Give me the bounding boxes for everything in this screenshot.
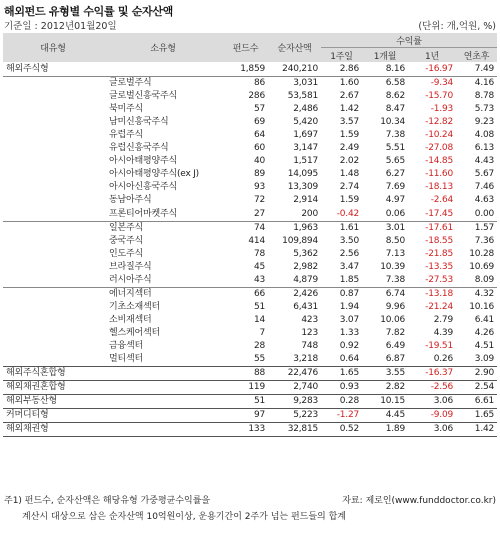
cell-minor-type: 아시아태평양주식 bbox=[109, 156, 177, 167]
unit-label: (단위: 개,억원, %) bbox=[418, 21, 496, 32]
cell-return-1y: -15.70 bbox=[425, 91, 453, 102]
fund-returns-table bbox=[3, 33, 497, 437]
cell-minor-type: 소비재섹터 bbox=[109, 314, 152, 325]
cell-return-1y: -17.61 bbox=[408, 221, 456, 235]
cell-return-1y: -27.53 bbox=[425, 274, 453, 285]
cell-minor-type: 프론티어마켓주식 bbox=[109, 208, 177, 219]
cell-minor-type bbox=[103, 381, 223, 395]
cell-return-1y: -9.09 bbox=[408, 409, 456, 423]
table-row bbox=[3, 353, 497, 367]
header-ytd: 연초후 bbox=[456, 48, 497, 63]
cell-return-1y: -18.55 bbox=[425, 235, 453, 246]
cell-return-ytd: 1.57 bbox=[456, 221, 497, 235]
cell-fund-count: 27 bbox=[253, 208, 265, 219]
table-row bbox=[3, 63, 497, 77]
table-row bbox=[3, 77, 497, 91]
cell-net-assets: 53,581 bbox=[287, 91, 318, 102]
cell-net-assets: 423 bbox=[301, 314, 318, 325]
cell-return-1y: 2.79 bbox=[433, 314, 453, 325]
cell-return-1y: -21.24 bbox=[425, 301, 453, 312]
header-fund-count: 펀드수 bbox=[223, 33, 268, 63]
cell-return-1m: 3.01 bbox=[362, 221, 408, 235]
cell-return-ytd: 10.28 bbox=[469, 248, 495, 259]
cell-minor-type: 러시아주식 bbox=[109, 274, 152, 285]
cell-major-type bbox=[3, 261, 103, 274]
cell-return-ytd: 4.51 bbox=[474, 341, 495, 351]
cell-fund-count: 66 bbox=[223, 287, 268, 301]
cell-return-1m: 7.82 bbox=[385, 327, 405, 338]
cell-net-assets: 1,697 bbox=[293, 130, 318, 141]
cell-minor-type bbox=[103, 423, 223, 437]
table-body bbox=[3, 63, 497, 437]
cell-fund-count: 133 bbox=[223, 423, 268, 437]
cell-return-1y: -19.51 bbox=[425, 341, 453, 351]
cell-return-1y: -12.82 bbox=[425, 117, 453, 128]
cell-net-assets: 3,031 bbox=[268, 77, 321, 91]
cell-net-assets: 3,147 bbox=[293, 143, 318, 154]
cell-fund-count: 60 bbox=[253, 143, 265, 154]
header-returns: 수익률 bbox=[321, 33, 497, 48]
cell-minor-type: 동남아주식 bbox=[109, 195, 152, 206]
table-row bbox=[3, 340, 497, 353]
cell-return-ytd: 4.16 bbox=[456, 77, 497, 91]
table-row bbox=[3, 116, 497, 129]
cell-return-ytd: 6.41 bbox=[474, 314, 495, 325]
cell-minor-type: 중국주식 bbox=[109, 235, 143, 246]
table-row bbox=[3, 381, 497, 395]
cell-net-assets: 9,283 bbox=[268, 395, 321, 409]
cell-return-ytd: 1.65 bbox=[456, 409, 497, 423]
cell-return-1m: 3.55 bbox=[362, 367, 408, 381]
cell-return-1m: 8.50 bbox=[385, 235, 405, 246]
cell-return-1w: 2.49 bbox=[339, 143, 359, 154]
table-row bbox=[3, 367, 497, 381]
cell-major-type: 해외부동산형 bbox=[3, 395, 103, 409]
table-row bbox=[3, 90, 497, 103]
cell-net-assets: 123 bbox=[301, 327, 318, 338]
cell-fund-count: 286 bbox=[248, 91, 265, 102]
source-credit: 자료: 제로인(www.funddoctor.co.kr) bbox=[342, 496, 496, 506]
cell-fund-count: 69 bbox=[253, 117, 265, 128]
cell-return-1w: 1.94 bbox=[339, 301, 359, 312]
page-title: 해외펀드 유형별 수익률 및 순자산액 bbox=[4, 5, 174, 18]
cell-minor-type: 헬스케어섹터 bbox=[109, 327, 160, 338]
cell-major-type bbox=[3, 221, 103, 235]
cell-fund-count: 86 bbox=[223, 77, 268, 91]
cell-major-type bbox=[3, 194, 103, 207]
cell-return-1m: 6.49 bbox=[385, 341, 405, 351]
table-row bbox=[3, 155, 497, 168]
cell-return-ytd: 8.09 bbox=[474, 274, 495, 285]
cell-minor-type: 에너지섹터 bbox=[103, 287, 223, 301]
cell-net-assets: 4,879 bbox=[293, 274, 318, 285]
cell-return-ytd: 10.69 bbox=[469, 261, 495, 272]
cell-minor-type bbox=[103, 409, 223, 423]
cell-minor-type: 글로벌신흥국주식 bbox=[109, 91, 177, 102]
cell-minor-type: 유럽주식 bbox=[109, 130, 143, 141]
cell-major-type: 해외주식형 bbox=[6, 64, 49, 75]
cell-net-assets: 5,420 bbox=[293, 117, 318, 128]
cell-return-1y: -21.85 bbox=[425, 248, 453, 259]
table-row bbox=[3, 261, 497, 274]
table-row bbox=[3, 168, 497, 181]
cell-net-assets: 2,486 bbox=[293, 104, 318, 115]
cell-minor-type: 글로벌주식 bbox=[103, 77, 223, 91]
cell-major-type bbox=[3, 129, 103, 142]
cell-return-ytd: 5.73 bbox=[474, 104, 495, 115]
cell-return-1m: 10.34 bbox=[380, 117, 405, 128]
table-row bbox=[3, 208, 497, 222]
cell-return-1y: -2.64 bbox=[430, 195, 453, 206]
cell-return-1w: 1.33 bbox=[339, 327, 359, 338]
cell-fund-count: 119 bbox=[223, 381, 268, 395]
base-date: 기준일 : 2012년01월20일 bbox=[4, 21, 117, 32]
cell-return-ytd: 4.26 bbox=[474, 327, 495, 338]
cell-return-ytd: 6.61 bbox=[456, 395, 497, 409]
cell-net-assets: 5,223 bbox=[268, 409, 321, 423]
cell-return-ytd: 0.00 bbox=[474, 208, 495, 219]
cell-return-1y: 0.26 bbox=[433, 354, 453, 365]
cell-return-1m: 4.97 bbox=[385, 195, 405, 206]
cell-return-1y: -9.34 bbox=[408, 77, 456, 91]
cell-minor-type: 인도주식 bbox=[109, 248, 143, 259]
cell-return-ytd: 10.16 bbox=[469, 301, 495, 312]
cell-return-1w: 3.57 bbox=[339, 117, 359, 128]
cell-net-assets: 22,476 bbox=[268, 367, 321, 381]
cell-major-type bbox=[3, 208, 103, 222]
cell-return-1w: 3.47 bbox=[339, 261, 359, 272]
cell-return-1m: 6.58 bbox=[362, 77, 408, 91]
cell-fund-count: 93 bbox=[253, 182, 265, 193]
cell-return-1y: -16.97 bbox=[425, 64, 453, 75]
table-row bbox=[3, 301, 497, 314]
cell-return-1y: -10.24 bbox=[425, 130, 453, 141]
cell-return-1m: 10.39 bbox=[380, 261, 405, 272]
table-row bbox=[3, 235, 497, 248]
cell-return-1w: -0.42 bbox=[336, 208, 359, 219]
cell-return-1m: 7.38 bbox=[385, 130, 405, 141]
cell-return-ytd: 6.13 bbox=[474, 143, 495, 154]
header-1-year: 1년 bbox=[408, 48, 456, 63]
cell-return-1w: 0.64 bbox=[339, 354, 359, 365]
header-1-month: 1개월 bbox=[362, 48, 408, 63]
cell-return-ytd: 4.08 bbox=[474, 130, 495, 141]
table-row bbox=[3, 409, 497, 423]
cell-major-type bbox=[3, 235, 103, 248]
cell-return-1m: 10.06 bbox=[380, 314, 405, 325]
cell-net-assets: 109,894 bbox=[282, 235, 318, 246]
cell-return-1w: 0.87 bbox=[321, 287, 362, 301]
cell-return-1w: 1.65 bbox=[321, 367, 362, 381]
cell-fund-count: 43 bbox=[253, 274, 265, 285]
table-row bbox=[3, 314, 497, 327]
cell-net-assets: 3,218 bbox=[293, 354, 318, 365]
cell-fund-count: 28 bbox=[253, 341, 265, 351]
cell-return-1y: -2.56 bbox=[408, 381, 456, 395]
cell-return-1y: -13.35 bbox=[425, 261, 453, 272]
cell-return-1w: 3.07 bbox=[339, 314, 359, 325]
cell-minor-type: 아시아신흥국주식 bbox=[109, 182, 177, 193]
cell-return-ytd: 5.67 bbox=[474, 169, 495, 180]
cell-minor-type: 유럽신흥국주식 bbox=[109, 143, 169, 154]
cell-major-type bbox=[3, 287, 103, 301]
cell-fund-count: 88 bbox=[223, 367, 268, 381]
cell-major-type bbox=[3, 248, 103, 261]
cell-major-type: 해외주식혼합형 bbox=[3, 367, 103, 381]
header-major-type: 대유형 bbox=[3, 33, 103, 63]
cell-return-1w: 3.50 bbox=[339, 235, 359, 246]
cell-return-1y: 4.39 bbox=[433, 327, 453, 338]
cell-minor-type: 브라질주식 bbox=[109, 261, 152, 272]
cell-return-ytd: 2.90 bbox=[456, 367, 497, 381]
table-row bbox=[3, 423, 497, 437]
cell-fund-count: 1,859 bbox=[240, 64, 265, 75]
cell-fund-count: 40 bbox=[253, 156, 265, 167]
cell-return-1y: 3.06 bbox=[408, 423, 456, 437]
cell-minor-type: 북미주식 bbox=[109, 104, 143, 115]
cell-fund-count: 51 bbox=[253, 301, 265, 312]
cell-fund-count: 57 bbox=[253, 104, 265, 115]
header-1-week: 1주일 bbox=[321, 48, 362, 63]
cell-return-1m: 9.96 bbox=[385, 301, 405, 312]
cell-fund-count: 51 bbox=[223, 395, 268, 409]
cell-net-assets: 32,815 bbox=[268, 423, 321, 437]
cell-return-1w: 0.93 bbox=[321, 381, 362, 395]
cell-major-type bbox=[3, 353, 103, 367]
cell-return-1m: 7.38 bbox=[385, 274, 405, 285]
cell-return-1m: 6.74 bbox=[362, 287, 408, 301]
cell-return-1m: 7.13 bbox=[385, 248, 405, 259]
cell-return-1w: 1.61 bbox=[321, 221, 362, 235]
cell-fund-count: 45 bbox=[253, 261, 265, 272]
cell-return-1m: 10.15 bbox=[362, 395, 408, 409]
cell-net-assets: 2,426 bbox=[268, 287, 321, 301]
cell-net-assets: 13,309 bbox=[287, 182, 318, 193]
cell-fund-count: 64 bbox=[253, 130, 265, 141]
cell-net-assets: 240,210 bbox=[282, 64, 318, 75]
table-row bbox=[3, 287, 497, 301]
cell-return-1w: 1.85 bbox=[339, 274, 359, 285]
table-row bbox=[3, 129, 497, 142]
cell-major-type bbox=[3, 314, 103, 327]
cell-major-type: 커머디티형 bbox=[3, 409, 103, 423]
table-row bbox=[3, 103, 497, 116]
cell-minor-type: 일본주식 bbox=[103, 221, 223, 235]
cell-return-1y: -11.60 bbox=[425, 169, 453, 180]
table-row bbox=[3, 142, 497, 155]
cell-return-1m: 1.89 bbox=[362, 423, 408, 437]
cell-return-1y: -18.13 bbox=[425, 182, 453, 193]
cell-return-1y: -17.45 bbox=[425, 208, 453, 219]
cell-net-assets: 5,362 bbox=[293, 248, 318, 259]
cell-return-1m: 0.06 bbox=[385, 208, 405, 219]
cell-net-assets: 14,095 bbox=[287, 169, 318, 180]
cell-return-1y: -27.08 bbox=[425, 143, 453, 154]
cell-fund-count: 74 bbox=[223, 221, 268, 235]
cell-minor-type: 멀티섹터 bbox=[109, 354, 143, 365]
cell-return-1m: 5.65 bbox=[385, 156, 405, 167]
cell-major-type bbox=[3, 77, 103, 91]
cell-return-1w: 2.67 bbox=[339, 91, 359, 102]
cell-return-ytd: 3.09 bbox=[474, 354, 495, 365]
cell-return-ytd: 7.49 bbox=[474, 64, 495, 75]
cell-major-type: 해외채권형 bbox=[3, 423, 103, 437]
cell-return-1m: 8.16 bbox=[385, 64, 405, 75]
cell-return-1m: 8.62 bbox=[385, 91, 405, 102]
cell-major-type bbox=[3, 181, 103, 194]
cell-fund-count: 14 bbox=[253, 314, 265, 325]
cell-fund-count: 89 bbox=[253, 169, 265, 180]
cell-fund-count: 78 bbox=[253, 248, 265, 259]
cell-return-1m: 8.47 bbox=[385, 104, 405, 115]
cell-major-type bbox=[3, 301, 103, 314]
cell-net-assets: 200 bbox=[301, 208, 318, 219]
cell-minor-type bbox=[103, 395, 223, 409]
footnote-2: 계산시 대상으로 삼은 순자산액 10억원이상, 운용기간이 2주가 넘는 펀드들의 합계 bbox=[22, 512, 346, 522]
cell-minor-type bbox=[103, 63, 223, 77]
subheader bbox=[4, 18, 496, 32]
cell-major-type bbox=[3, 116, 103, 129]
cell-return-1y: 3.06 bbox=[408, 395, 456, 409]
cell-return-ytd: 4.32 bbox=[456, 287, 497, 301]
cell-return-1w: -1.27 bbox=[321, 409, 362, 423]
cell-return-ytd: 9.23 bbox=[474, 117, 495, 128]
cell-return-1y: -16.37 bbox=[408, 367, 456, 381]
cell-major-type bbox=[3, 274, 103, 288]
cell-return-1w: 2.02 bbox=[339, 156, 359, 167]
cell-return-1w: 2.56 bbox=[339, 248, 359, 259]
cell-return-1w: 0.28 bbox=[321, 395, 362, 409]
table-row bbox=[3, 194, 497, 207]
cell-major-type bbox=[3, 327, 103, 340]
cell-return-ytd: 7.36 bbox=[474, 235, 495, 246]
cell-major-type: 해외채권혼합형 bbox=[3, 381, 103, 395]
cell-return-1w: 2.74 bbox=[339, 182, 359, 193]
cell-return-ytd: 1.42 bbox=[456, 423, 497, 437]
cell-major-type bbox=[3, 90, 103, 103]
cell-return-1m: 5.51 bbox=[385, 143, 405, 154]
cell-fund-count: 55 bbox=[253, 354, 265, 365]
cell-return-1y: -13.18 bbox=[408, 287, 456, 301]
cell-return-1w: 1.60 bbox=[321, 77, 362, 91]
table-row bbox=[3, 274, 497, 288]
cell-return-ytd: 2.54 bbox=[456, 381, 497, 395]
footnote-1: 주1) 펀드수, 순자산액은 해당유형 가중평균수익률을 bbox=[4, 496, 211, 506]
cell-minor-type: 남미신흥국주식 bbox=[109, 117, 169, 128]
cell-fund-count: 414 bbox=[248, 235, 265, 246]
cell-return-1w: 1.42 bbox=[339, 104, 359, 115]
cell-return-1w: 1.59 bbox=[339, 195, 359, 206]
cell-net-assets: 2,740 bbox=[268, 381, 321, 395]
cell-fund-count: 72 bbox=[253, 195, 265, 206]
cell-major-type bbox=[3, 142, 103, 155]
cell-fund-count: 7 bbox=[259, 327, 265, 338]
cell-return-1w: 1.48 bbox=[339, 169, 359, 180]
cell-return-1m: 6.87 bbox=[385, 354, 405, 365]
cell-net-assets: 2,914 bbox=[293, 195, 318, 206]
cell-return-1w: 1.59 bbox=[339, 130, 359, 141]
cell-fund-count: 97 bbox=[223, 409, 268, 423]
cell-major-type bbox=[3, 168, 103, 181]
cell-return-ytd: 8.78 bbox=[474, 91, 495, 102]
cell-net-assets: 1,963 bbox=[268, 221, 321, 235]
cell-major-type bbox=[3, 155, 103, 168]
cell-return-1w: 0.92 bbox=[339, 341, 359, 351]
cell-return-1y: -1.93 bbox=[430, 104, 453, 115]
cell-return-1w: 0.52 bbox=[321, 423, 362, 437]
cell-net-assets: 2,982 bbox=[293, 261, 318, 272]
table-row bbox=[3, 327, 497, 340]
cell-return-1m: 2.82 bbox=[362, 381, 408, 395]
cell-net-assets: 6,431 bbox=[293, 301, 318, 312]
cell-net-assets: 748 bbox=[301, 341, 318, 351]
cell-minor-type bbox=[103, 367, 223, 381]
cell-major-type bbox=[3, 103, 103, 116]
table-row bbox=[3, 248, 497, 261]
cell-major-type bbox=[3, 340, 103, 353]
table-row bbox=[3, 395, 497, 409]
cell-return-1m: 6.27 bbox=[385, 169, 405, 180]
cell-return-ytd: 4.43 bbox=[474, 156, 495, 167]
cell-return-ytd: 7.46 bbox=[474, 182, 495, 193]
cell-minor-type: 아시아태평양주식(ex J) bbox=[109, 169, 199, 180]
header-minor-type: 소유형 bbox=[103, 33, 223, 63]
cell-return-1y: -14.85 bbox=[425, 156, 453, 167]
table-row bbox=[3, 181, 497, 194]
cell-minor-type: 금융섹터 bbox=[109, 341, 143, 351]
cell-return-1m: 4.45 bbox=[362, 409, 408, 423]
cell-return-1m: 7.69 bbox=[385, 182, 405, 193]
table-row bbox=[3, 221, 497, 235]
cell-return-1w: 2.86 bbox=[339, 64, 359, 75]
header-net-assets: 순자산액 bbox=[268, 33, 321, 63]
cell-return-ytd: 4.63 bbox=[474, 195, 495, 206]
cell-net-assets: 1,517 bbox=[293, 156, 318, 167]
cell-minor-type: 기초소재섹터 bbox=[109, 301, 160, 312]
